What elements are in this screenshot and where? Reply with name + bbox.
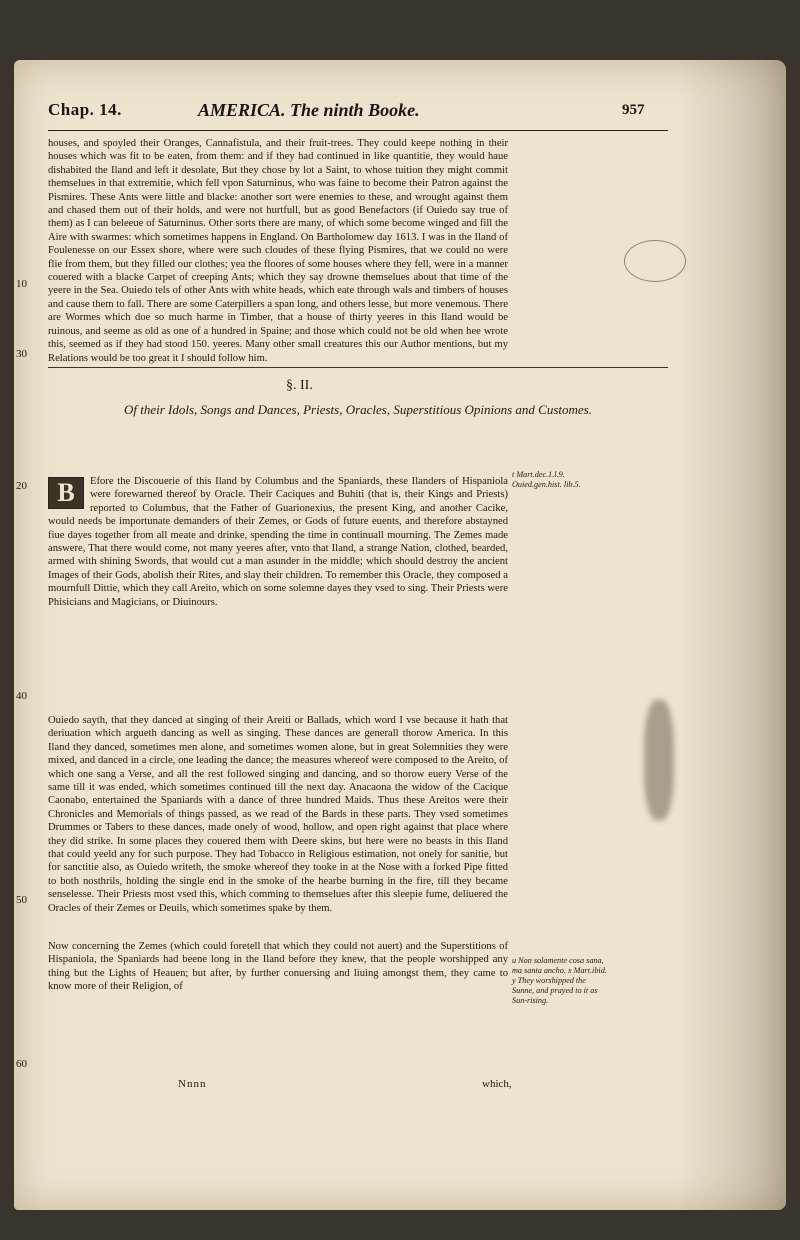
catchword: which, — [482, 1078, 512, 1090]
line-number: 20 — [16, 480, 27, 492]
paragraph-2-text: Efore the Discouerie of this Iland by Columbus and the Spaniards, these Ilanders of Hispaniola were forewarned thereof by Oracle. Their Caciques and Buhiti (that is, their Kings and Priests) reported to Columbus, that the Father of Guarionexius, the present King, and another Cacike, would needs be importunate demanders of their Zemes, or Gods of future euents, and therefore abstayned fiue dayes together from all meate and drinke, spending the time in continuall mourning. The Zemes made answere, That there would come, not many yeeres after, vnto that Iland, a strange Nation, clothed, bearded, armed with shining Swords, that would cut a man asunder in the middle; which should destroy the ancient Images of their Gods, abolish their Rites, and slay their children. To remember this Oracle, they composed a mournfull Dittie, which they call Areito, which on some solemne dayes they vsed to sing. Their Priests were Phisicians and Magicians, or Diuinours. — [48, 476, 508, 608]
page-fore-edge-shadow — [676, 60, 786, 1210]
chapter-label: Chap. 14. — [48, 100, 122, 119]
margin-note: u Non solamente cosa sana, ma santa ancho. x Mart.ibid. y They worshipped the Sunne, and prayed to it as Sun-rising. — [512, 956, 607, 1005]
line-number: 10 — [16, 278, 27, 290]
drop-cap: B — [48, 477, 84, 509]
line-number: 30 — [16, 348, 27, 360]
signature-mark: Nnnn — [178, 1078, 207, 1090]
margin-note: t Mart.dec.1.l.9. Ouied.gen.hist. lib.5. — [512, 470, 581, 489]
paragraph-4: Now concerning the Zemes (which could foretell that which they could not auert) and the Superstitions of Hispaniola, the Spaniards had beene long in the Iland before they knew, that the people worshipped any thing but the Lights of Heauen; but after, by further conuersing and liuing amongst them, they came to know more of their Religion, of — [48, 941, 508, 993]
ink-ring-stain — [624, 240, 686, 282]
page-number: 957 — [622, 102, 645, 118]
paragraph-1: houses, and spoyled their Oranges, Cannafistula, and their fruit-trees. They could keepe nothing in their houses which was fit to be eaten, from them: and if they had continued in like quantitie, they would haue dishabited the Iland and left it desolate, But they chose by lot a Saint, to whose tuition they might commit themselues in that extremitie, which fell vpon Saturninus, who was faine to become their Patron against the Pismires. These Ants were little and blacke: another sort were enemies to these, and wrought against them and chased them out of their holds, and were not hurtfull, but as good Benefactors (if Ouiedo say true of them) as I can beleeue of Saturninus. Other sorts there are many, of which some become winged and fill the Aire with swarmes: which sometimes happens in England. On Bartholomew day 1613. I was in the Iland of Foulenesse on our Essex shore, where were such cloudes of these flying Pismires, that we could no were flie from them, but they filled our clothes; yea the floores of some houses where they fell, were in a manner couered with a blacke Carpet of creeping Ants; which they say drowne themselues about that time of the yeere in the Sea. Ouiedo tels of other Ants with white heads, which eate through wals and timbers of houses and cause them to fall. There are some Caterpillers a span long, and others lesse, but more venemous. There are Wormes which doe so much harme in Timber, that a house of thirty yeeres in this Iland would be ruinous, and seeme as old as one of a hundred in Spaine; and those which could not be old when hee wrote this, seemed as if they had stood 150. yeeres. Many other small creatures this our Author mentions, but my Relations would be too great it I should follow him. — [48, 138, 508, 364]
section-divider — [48, 367, 668, 368]
line-number: 60 — [16, 1058, 27, 1070]
running-title: AMERICA. The ninth Booke. — [198, 100, 420, 120]
running-header — [48, 100, 688, 126]
line-number: 40 — [16, 690, 27, 702]
ink-stain — [644, 700, 674, 820]
paragraph-3: Ouiedo sayth, that they danced at singing of their Areiti or Ballads, which word I vse because it hath that deriuation which argueth dancing as well as singing. These dances are generall thorow America. In this Iland they danced, sometimes men alone, and sometimes women alone, but in great Solemnities they were mixed, and danced in a circle, one leading the dance; the measures whereof were composed to the Areito, of which one sang a Verse, and all the rest followed singing and dancing, and so thorow euery Verse of the same till it was ended, which sometimes continued till the next day. Anacaona the widow of the Cacique Caonabo, entertained the Spaniards with a dance of three hundred Maids. Thus these Areitos were their Chronicles and Memorials of things passed, as we read of the Bards in these parts. They vsed sometimes Drummes or Tabers to these dances, made onely of wood, hollow, and open right against that place where they did strike. In some places they couered them with Deere skins, but here were no beasts in this Iland that could yeeld any for such purpose. They had Tobacco in Religious estimation, not onely for sanitie, but for sanctitie also, as Ouiedo writeth, the smoke whereof they tooke in at the Nose with a forked Pipe fitted to both nosthrils, holding the single end in the smoke of the hearbe burning in the fire, till they became senselesse. Their Priests most vsed this, which comming to themselues after this sleepie fume, deliuered the Oracles of their Zemes or Deuils, which sometimes spake by them. — [48, 715, 508, 914]
line-number: 50 — [16, 894, 27, 906]
header-rule — [48, 130, 668, 131]
paragraph-2 — [48, 475, 508, 609]
section-title: Of their Idols, Songs and Dances, Priests, Oracles, Superstitious Opinions and Customes. — [124, 402, 592, 417]
section-number: §. II. — [286, 378, 313, 393]
